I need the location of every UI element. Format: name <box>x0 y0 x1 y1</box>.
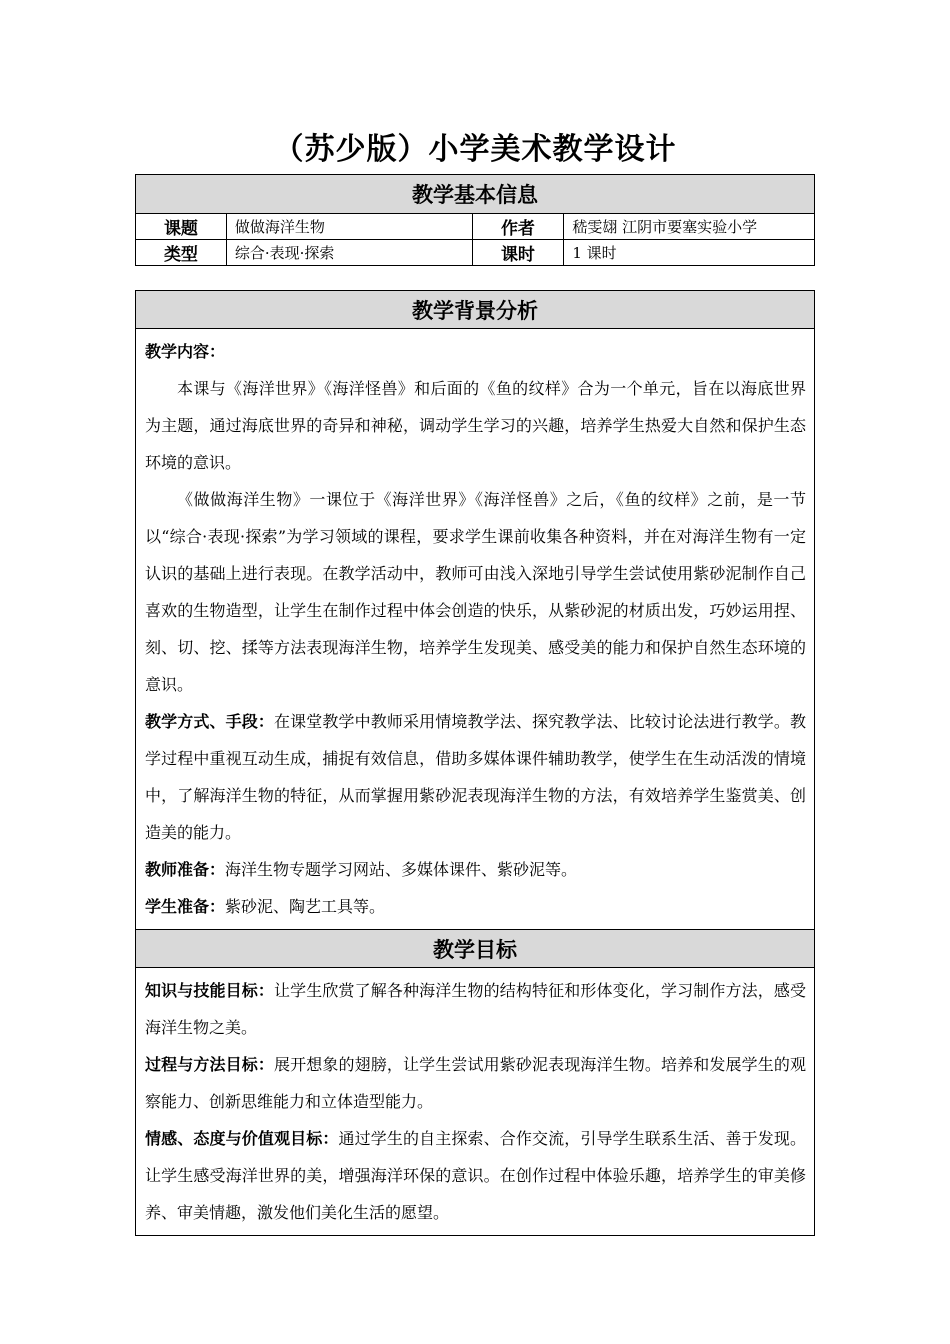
process-text: 展开想象的翅膀，让学生尝试用紫砂泥表现海洋生物。培养和发展学生的观察能力、创新思维能力和立体造型能力。 <box>145 1055 806 1111</box>
content-heading: 教学内容： <box>145 342 226 361</box>
objectives-content <box>136 968 815 1236</box>
teacher-prep-heading: 教师准备： <box>145 860 226 879</box>
topic-label: 课题 <box>136 214 227 240</box>
background-objectives-table <box>135 290 815 1236</box>
teacher-prep-paragraph <box>145 851 806 888</box>
background-content <box>136 329 815 930</box>
knowledge-text: 让学生欣赏了解各种海洋生物的结构特征和形体变化，学习制作方法，感受海洋生物之美。 <box>145 981 806 1037</box>
type-label: 类型 <box>136 240 227 266</box>
method-paragraph <box>145 703 806 851</box>
emotion-heading: 情感、态度与价值观目标： <box>145 1129 339 1148</box>
author-value: 嵇雯翃 江阴市要塞实验小学 <box>564 214 815 240</box>
student-prep-text: 紫砂泥、陶艺工具等。 <box>225 897 386 916</box>
student-prep-heading: 学生准备： <box>145 897 226 916</box>
hours-label: 课时 <box>472 240 564 266</box>
type-value: 综合·表现·探索 <box>226 240 472 266</box>
hours-value: 1 课时 <box>564 240 815 266</box>
student-prep-paragraph <box>145 888 806 925</box>
document-title: （苏少版）小学美术教学设计 <box>273 132 677 167</box>
knowledge-paragraph <box>145 972 806 1046</box>
author-label: 作者 <box>472 214 564 240</box>
background-header: 教学背景分析 <box>136 291 815 329</box>
teacher-prep-text: 海洋生物专题学习网站、多媒体课件、紫砂泥等。 <box>225 860 578 879</box>
content-paragraph-1: 本课与《海洋世界》《海洋怪兽》和后面的《鱼的纹样》合为一个单元，旨在以海底世界为主题，通过海底世界的奇异和神秘，调动学生学习的兴趣，培养学生热爱大自然和保护生态环境的意识。 <box>145 379 806 472</box>
knowledge-heading: 知识与技能目标： <box>145 981 274 1000</box>
method-text: 在课堂教学中教师采用情境教学法、探究教学法、比较讨论法进行教学。教学过程中重视互动生成，捕捉有效信息，借助多媒体课件辅助教学，使学生在生动活泼的情境中，了解海洋生物的特征，从而掌握用紫砂泥表现海洋生物的方法，有效培养学生鉴赏美、创造美的能力。 <box>145 712 806 842</box>
content-paragraph-2: 《做做海洋生物》一课位于《海洋世界》《海洋怪兽》之后，《鱼的纹样》之前，是一节以“综合·表现·探索”为学习领域的课程，要求学生课前收集各种资料，并在对海洋生物有一定认识的基础上进行表现。在教学活动中，教师可由浅入深地引导学生尝试使用紫砂泥制作自己喜欢的生物造型，让学生在制作过程中体会创造的快乐，从紫砂泥的材质出发，巧妙运用捏、刻、切、挖、揉等方法表现海洋生物，培养学生发现美、感受美的能力和保护自然生态环境的意识。 <box>145 490 806 694</box>
process-heading: 过程与方法目标： <box>145 1055 274 1074</box>
method-heading: 教学方式、手段： <box>145 712 274 731</box>
basic-info-table <box>135 174 815 266</box>
basic-info-header: 教学基本信息 <box>136 175 815 214</box>
objectives-header: 教学目标 <box>136 930 815 968</box>
emotion-text: 通过学生的自主探索、合作交流，引导学生联系生活、善于发现。让学生感受海洋世界的美，增强海洋环保的意识。在创作过程中体验乐趣，培养学生的审美修养、审美情趣，激发他们美化生活的愿望。 <box>145 1129 806 1222</box>
process-paragraph <box>145 1046 806 1120</box>
emotion-paragraph <box>145 1120 806 1231</box>
topic-value: 做做海洋生物 <box>226 214 472 240</box>
